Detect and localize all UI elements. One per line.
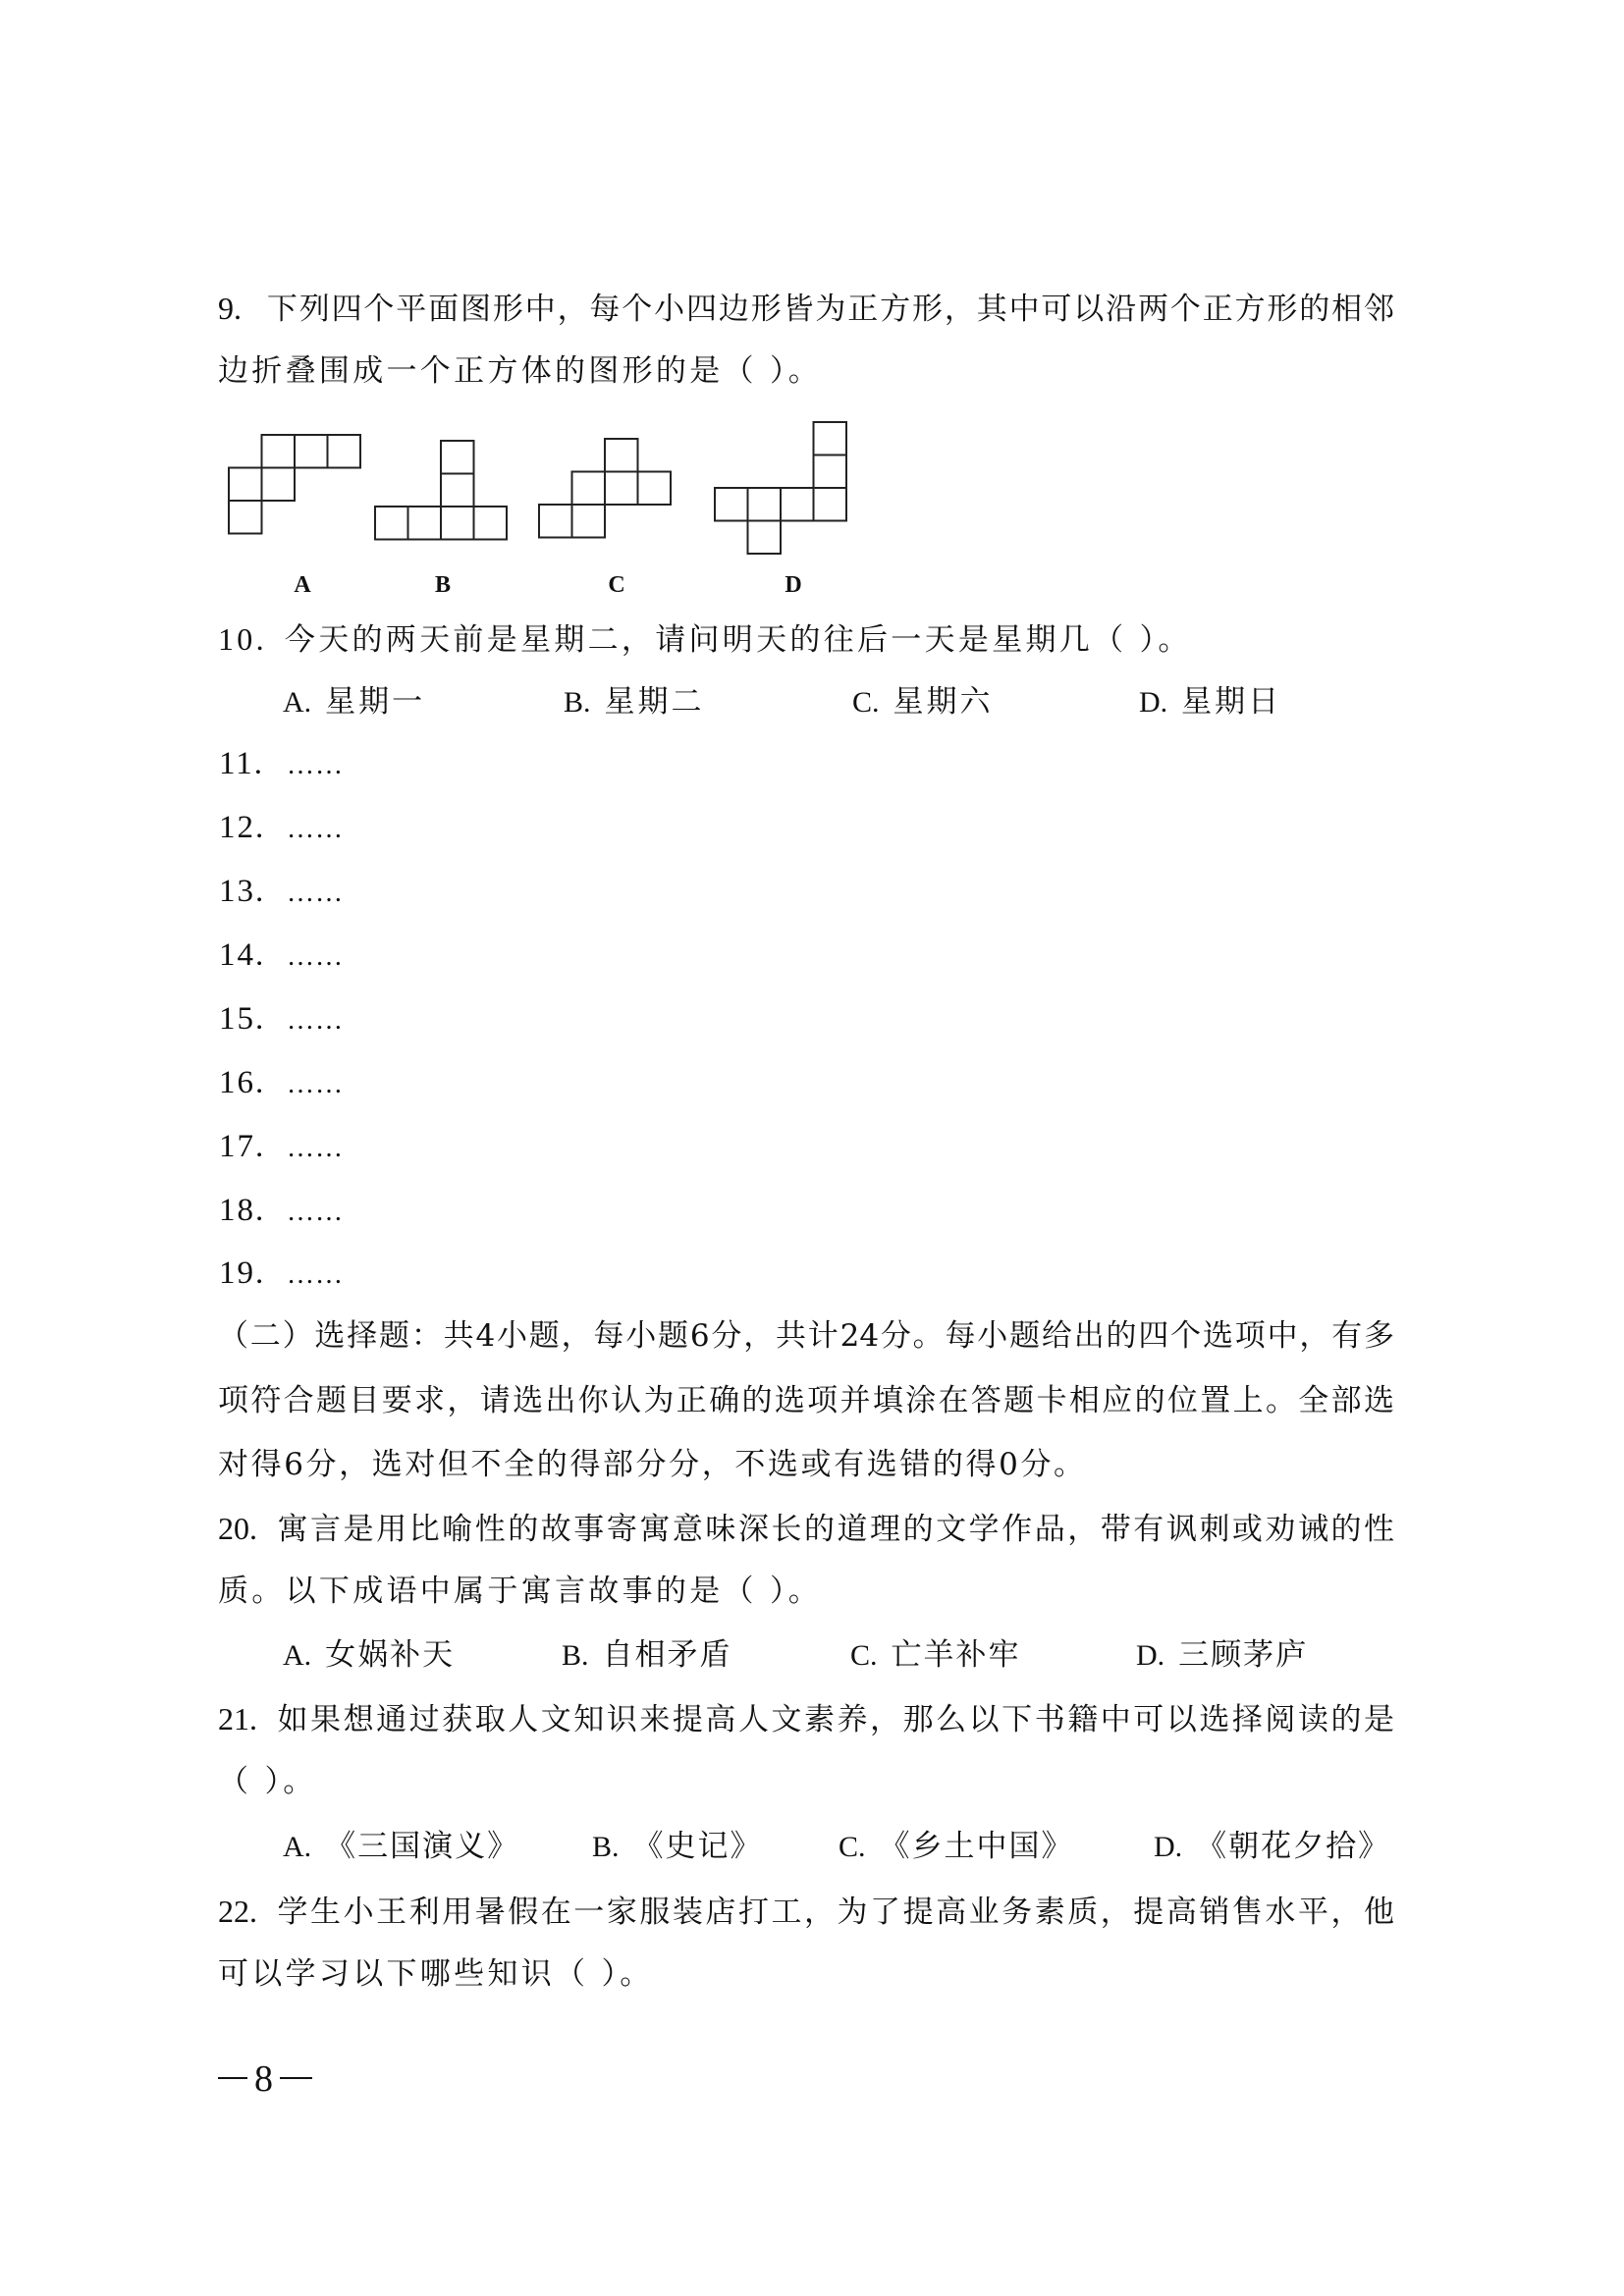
figure-square bbox=[638, 472, 672, 506]
omitted-question-19: 19. …… bbox=[219, 1255, 344, 1291]
q22-line-1 bbox=[218, 1890, 1394, 1933]
q10-option-a[interactable]: A. 星期一 bbox=[283, 684, 426, 720]
figure-square bbox=[748, 521, 782, 555]
q10-option-c[interactable]: C. 星期六 bbox=[852, 684, 994, 720]
figure-square bbox=[572, 505, 606, 538]
omitted-question-11: 11. …… bbox=[219, 746, 344, 781]
q21-option-b[interactable]: B. 《史记》 bbox=[592, 1829, 763, 1864]
figure-square bbox=[715, 488, 748, 521]
q21-number: 21. bbox=[218, 1701, 257, 1736]
figure-square bbox=[408, 507, 442, 540]
q10-number: 10. bbox=[218, 621, 267, 657]
q9-line-2: 边折叠围成一个正方体的图形的是（ ）。 bbox=[218, 353, 823, 389]
q9-line-1 bbox=[218, 287, 1394, 330]
figure-square bbox=[229, 468, 262, 502]
figure-square bbox=[441, 441, 474, 474]
q10-option-b[interactable]: B. 星期二 bbox=[564, 684, 705, 720]
q20-number: 20. bbox=[218, 1511, 257, 1546]
figure-square bbox=[262, 435, 296, 468]
figure-square bbox=[748, 488, 782, 521]
omitted-question-17: 17. …… bbox=[219, 1129, 344, 1164]
figure-b bbox=[375, 441, 507, 540]
omitted-question-14: 14. …… bbox=[219, 937, 344, 973]
figure-square bbox=[262, 468, 296, 502]
figure-square bbox=[814, 455, 847, 489]
omitted-question-15: 15. …… bbox=[219, 1001, 344, 1037]
section2-instructions-line-2: 项符合题目要求，请选出你认为正确的选项并填涂在答题卡相应的位置上。全部选 bbox=[218, 1383, 1394, 1418]
q21-option-a[interactable]: A. 《三国演义》 bbox=[283, 1829, 520, 1864]
q20-line-1 bbox=[218, 1507, 1394, 1550]
figure-square bbox=[605, 439, 638, 472]
figure-square bbox=[814, 488, 847, 521]
omitted-question-12: 12. …… bbox=[219, 810, 344, 845]
figure-square bbox=[605, 472, 638, 506]
q20-option-c[interactable]: C. 亡羊补牢 bbox=[850, 1637, 1021, 1673]
figure-d bbox=[715, 422, 846, 554]
figure-square bbox=[539, 505, 572, 538]
figure-label-d: D bbox=[785, 572, 802, 598]
section2-instructions-line-3: 对得6分，选对但不全的得部分分，不选或有选错的得0分。 bbox=[218, 1447, 1087, 1482]
q21-option-c[interactable]: C. 《乡土中国》 bbox=[839, 1829, 1074, 1864]
figure-square bbox=[229, 501, 262, 534]
omitted-question-13: 13. …… bbox=[219, 874, 344, 909]
figure-square bbox=[572, 472, 606, 506]
page-number-dash-left bbox=[218, 2077, 247, 2079]
omitted-question-18: 18. …… bbox=[219, 1193, 344, 1228]
q20-option-b[interactable]: B. 自相矛盾 bbox=[562, 1637, 732, 1673]
page-number bbox=[218, 2059, 312, 2099]
q10-option-d[interactable]: D. 星期日 bbox=[1139, 684, 1282, 720]
page-number-dash-right bbox=[280, 2077, 312, 2079]
figure-label-a: A bbox=[294, 572, 311, 598]
q20-option-d[interactable]: D. 三顾茅庐 bbox=[1136, 1637, 1309, 1673]
figure-c bbox=[539, 439, 671, 538]
figure-label-b: B bbox=[434, 572, 451, 598]
omitted-question-16: 16. …… bbox=[219, 1065, 344, 1100]
page-number-value: 8 bbox=[254, 2058, 273, 2100]
figure-square bbox=[441, 507, 474, 540]
q21-text-line-1: 如果想通过获取人文知识来提高人文素养，那么以下书籍中可以选择阅读的是 bbox=[275, 1702, 1394, 1737]
q21-option-d[interactable]: D. 《朝花夕拾》 bbox=[1154, 1829, 1391, 1864]
q9-number: 9. bbox=[218, 291, 242, 326]
figure-square bbox=[328, 435, 361, 468]
q22-line-2: 可以学习以下哪些知识（ ）。 bbox=[218, 1956, 654, 1992]
figure-square bbox=[474, 507, 508, 540]
q10-line bbox=[218, 617, 1394, 661]
q9-text-line-1: 下列四个平面图形中，每个小四边形皆为正方形，其中可以沿两个正方形的相邻 bbox=[265, 292, 1394, 327]
figure-square bbox=[375, 507, 408, 540]
figure-square bbox=[441, 474, 474, 507]
figure-label-c: C bbox=[608, 572, 625, 598]
figure-a bbox=[229, 435, 360, 534]
q21-line-2: （ ）。 bbox=[218, 1764, 317, 1799]
q22-text-line-1: 学生小王利用暑假在一家服装店打工，为了提高业务素质，提高销售水平，他 bbox=[275, 1895, 1394, 1930]
q21-line-1 bbox=[218, 1697, 1394, 1740]
q10-text: 今天的两天前是星期二，请问明天的往后一天是星期几（ ）。 bbox=[284, 622, 1192, 658]
q20-text-line-1: 寓言是用比喻性的故事寄寓意味深长的道理的文学作品，带有讽刺或劝诫的性 bbox=[275, 1512, 1394, 1547]
q20-option-a[interactable]: A. 女娲补天 bbox=[283, 1637, 456, 1673]
q20-line-2: 质。以下成语中属于寓言故事的是（ ）。 bbox=[218, 1574, 823, 1609]
section2-instructions-line-1: （二）选择题：共4小题，每小题6分，共计24分。每小题给出的四个选项中，有多 bbox=[218, 1318, 1394, 1354]
figure-square bbox=[295, 435, 328, 468]
figure-square bbox=[781, 488, 814, 521]
q22-number: 22. bbox=[218, 1894, 257, 1929]
figure-square bbox=[814, 422, 847, 455]
